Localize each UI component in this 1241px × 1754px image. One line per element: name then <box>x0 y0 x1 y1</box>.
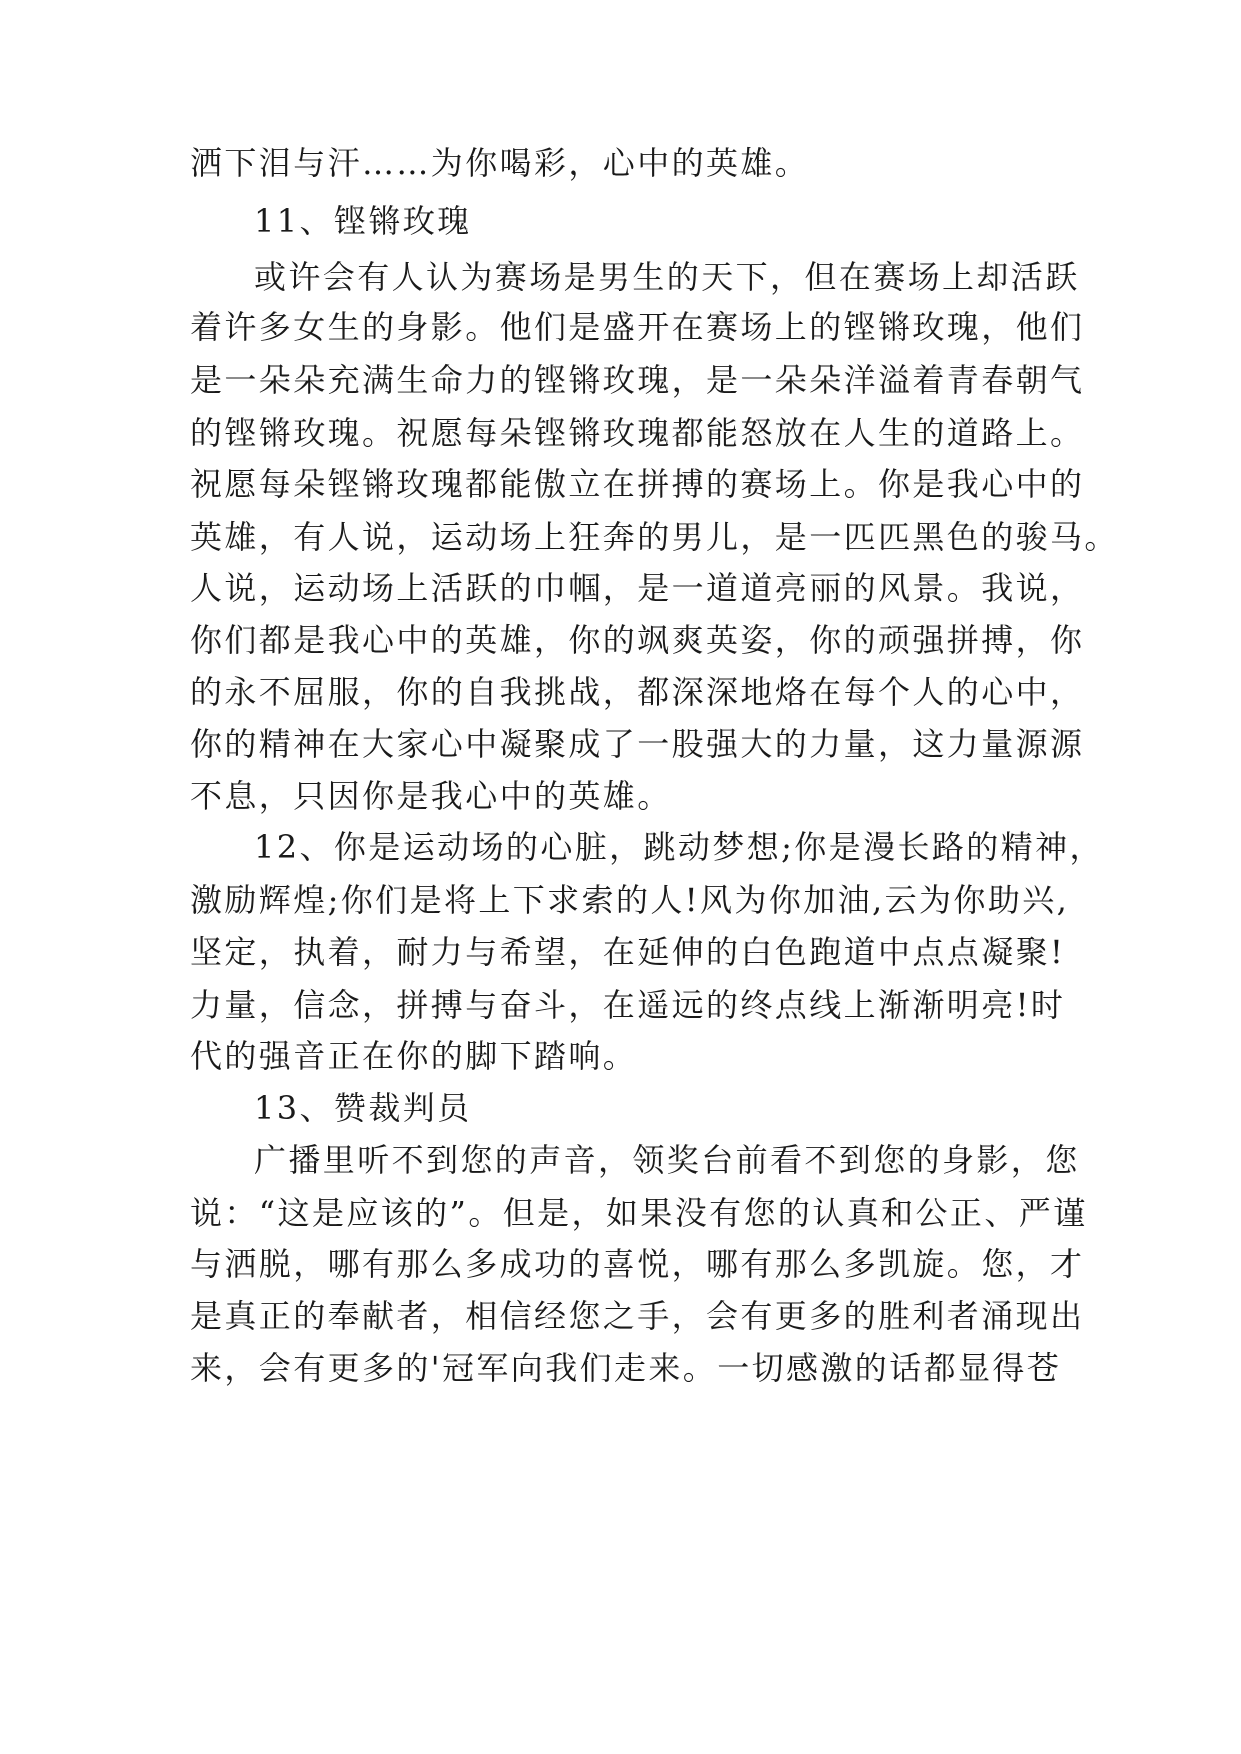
text-line: 你的精神在大家心中凝聚成了一股强大的力量，这力量源源 <box>190 725 1085 763</box>
text-line: 12、你是运动场的心脏，跳动梦想;你是漫长路的精神， <box>254 828 1104 866</box>
text-line: 激励辉煌;你们是将上下求索的人!风为你加油,云为你助兴, <box>190 881 1070 919</box>
text-line: 的铿锵玫瑰。祝愿每朵铿锵玫瑰都能怒放在人生的道路上。 <box>190 414 1085 452</box>
text-line: 说：“这是应该的”。但是，如果没有您的认真和公正、严谨 <box>190 1194 1088 1232</box>
text-line: 祝愿每朵铿锵玫瑰都能傲立在拼搏的赛场上。你是我心中的 <box>190 465 1085 503</box>
text-line: 力量，信念，拼搏与奋斗，在遥远的终点线上渐渐明亮!时 <box>190 986 1066 1024</box>
section-heading: 13、赞裁判员 <box>254 1089 472 1127</box>
text-line: 代的强音正在你的脚下踏响。 <box>190 1037 638 1075</box>
text-line: 广播里听不到您的声音，领奖台前看不到您的身影，您 <box>254 1141 1080 1179</box>
text-line: 着许多女生的身影。他们是盛开在赛场上的铿锵玫瑰，他们 <box>190 308 1085 346</box>
text-line: 不息，只因你是我心中的英雄。 <box>190 777 672 815</box>
text-line: 的永不屈服，你的自我挑战，都深深地烙在每个人的心中， <box>190 673 1085 711</box>
text-line: 英雄，有人说，运动场上狂奔的男儿，是一匹匹黑色的骏马。 <box>190 518 1119 556</box>
text-line: 坚定，执着，耐力与希望，在延伸的白色跑道中点点凝聚! <box>190 933 1066 971</box>
text-line: 与洒脱，哪有那么多成功的喜悦，哪有那么多凯旋。您，才 <box>190 1245 1085 1283</box>
text-line: 你们都是我心中的英雄，你的飒爽英姿，你的顽强拼搏，你 <box>190 621 1085 659</box>
section-heading: 11、铿锵玫瑰 <box>254 202 472 240</box>
text-line: 或许会有人认为赛场是男生的天下，但在赛场上却活跃 <box>254 258 1080 296</box>
text-line: 洒下泪与汗……为你喝彩，心中的英雄。 <box>190 144 810 182</box>
text-line: 是一朵朵充满生命力的铿锵玫瑰，是一朵朵洋溢着青春朝气 <box>190 361 1085 399</box>
text-line: 是真正的奉献者，相信经您之手，会有更多的胜利者涌现出 <box>190 1297 1085 1335</box>
text-line: 来，会有更多的'冠军向我们走来。一切感激的话都显得苍 <box>190 1349 1062 1387</box>
text-line: 人说，运动场上活跃的巾帼，是一道道亮丽的风景。我说， <box>190 569 1085 607</box>
